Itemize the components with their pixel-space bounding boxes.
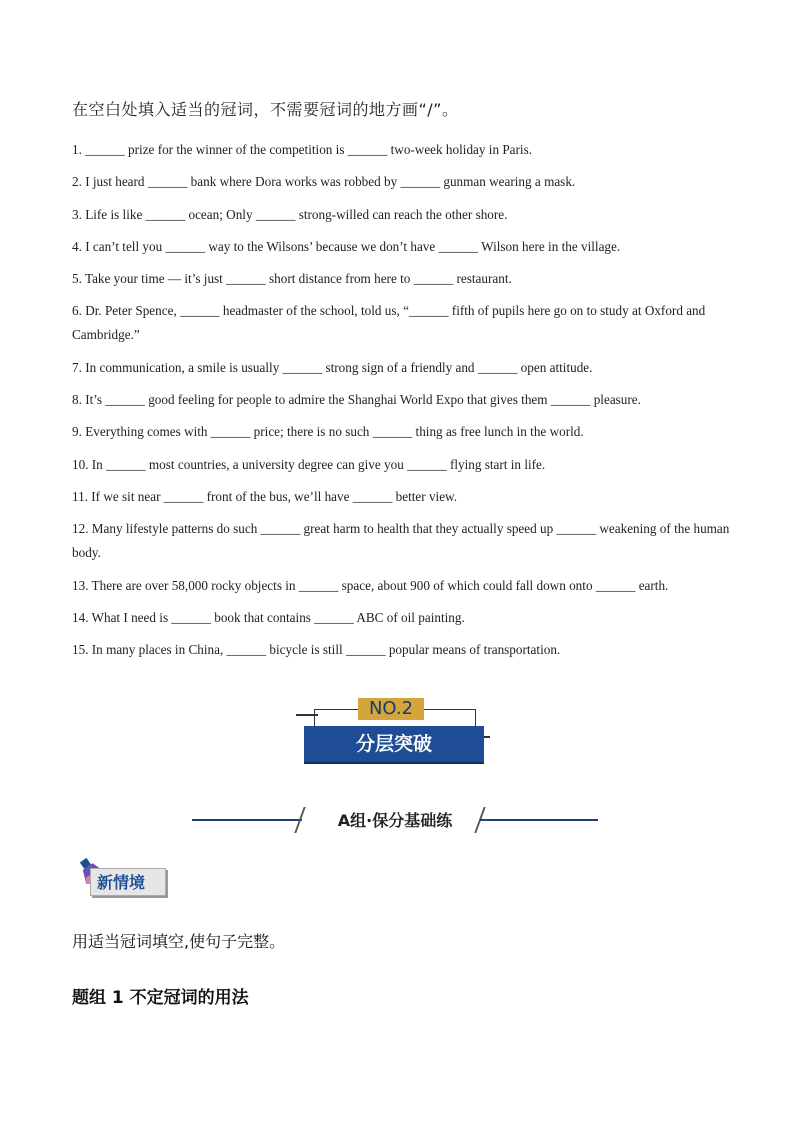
group-heading [192, 804, 600, 834]
question-item: 8. It’s ______ good feeling for people to admire the Shanghai World Expo that gives them ______ pleasure. [72, 392, 641, 408]
subgroup-title: 题组 1 不定冠词的用法 [72, 988, 249, 1008]
question-item: 1. ______ prize for the winner of the competition is ______ two-week holiday in Paris. [72, 142, 533, 157]
question-item: 11. If we sit near ______ front of the bus, we’ll have ______ better view. [72, 488, 458, 504]
question-item: 14. What I need is ______ book that contains ______ ABC of oil painting. [72, 609, 465, 625]
group-heading-label: A组·保分基础练 [337, 811, 453, 830]
question-item: 15. In many places in China, ______ bicycle is still ______ popular means of transportation. [72, 642, 561, 658]
question-list [72, 138, 732, 670]
question-item: 9. Everything comes with ______ price; there is no such ______ thing as free lunch in the world. [72, 424, 584, 440]
new-scenario-tag [74, 856, 170, 900]
question-item: 10. In ______ most countries, a university degree can give you ______ flying start in life. [72, 456, 546, 472]
divider-right [480, 819, 598, 821]
question-item: 3. Life is like ______ ocean; Only ______ strong-willed can reach the other shore. [72, 206, 508, 222]
section-banner [296, 698, 496, 764]
task-instruction: 用适当冠词填空,使句子完整。 [72, 932, 286, 951]
instruction-text: 在空白处填入适当的冠词，不需要冠词的地方画“/”。 [72, 100, 459, 119]
divider-left [192, 819, 302, 821]
question-item: 13. There are over 58,000 rocky objects in ______ space, about 900 of which could fall down onto ______ earth. [72, 577, 669, 593]
question-item: 5. Take your time — it’s just ______ short distance from here to ______ restaurant. [72, 271, 512, 287]
question-item: 12. Many lifestyle patterns do such ______ great harm to health that they actually speed up ______ weakening of the human body. [72, 521, 730, 561]
banner-tick-left [296, 714, 318, 716]
question-item: 6. Dr. Peter Spence, ______ headmaster of the school, told us, “______ fifth of pupils here go on to study at Oxford and Cambridge.” [72, 303, 706, 343]
question-item: 4. I can’t tell you ______ way to the Wilsons’ because we don’t have ______ Wilson here in the village. [72, 238, 621, 254]
question-item: 2. I just heard ______ bank where Dora works was robbed by ______ gunman wearing a mask. [72, 174, 576, 190]
tag-label: 新情境 [90, 868, 166, 896]
section-number: NO.2 [358, 698, 424, 720]
section-title: 分层突破 [304, 726, 484, 764]
question-item: 7. In communication, a smile is usually ______ strong sign of a friendly and ______ open attitude. [72, 359, 593, 375]
